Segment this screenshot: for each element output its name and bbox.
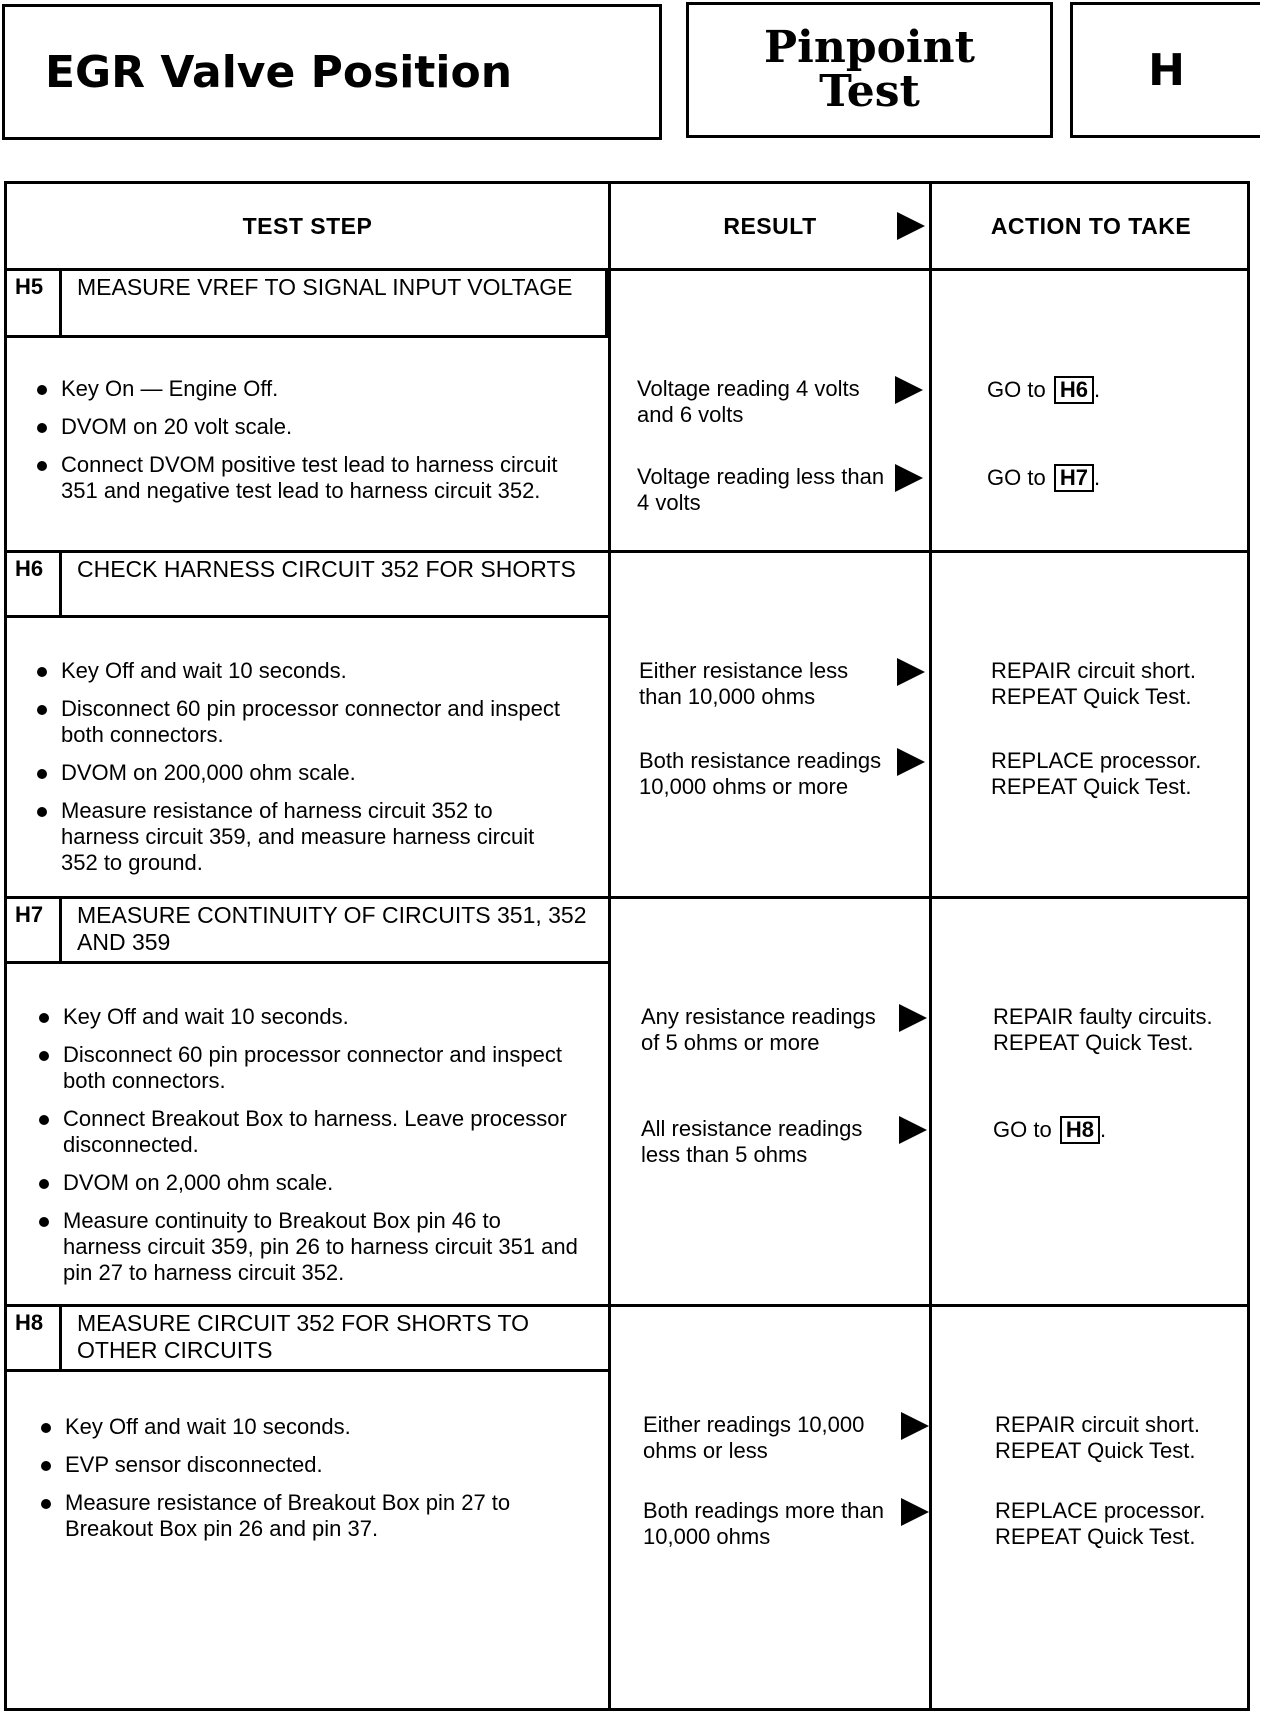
result-text: Either readings 10,000 ohms or less — [643, 1412, 865, 1463]
action-label: GO to — [987, 465, 1046, 490]
action-line: REPAIR faulty circuits. — [993, 1004, 1213, 1029]
step-instructions-h6 — [35, 658, 575, 888]
list-item: Disconnect 60 pin processor connector and inspect both connectors. — [37, 1042, 582, 1094]
action-line: REPLACE processor. — [991, 748, 1202, 773]
step-header-h6 — [7, 550, 611, 618]
step-id: H5 — [7, 268, 62, 335]
result-text: Either resistance less than 10,000 ohms — [639, 658, 849, 709]
action-line: REPEAT Quick Test. — [995, 1438, 1196, 1463]
arrow-icon — [901, 1498, 929, 1526]
list-item: Key Off and wait 10 seconds. — [35, 658, 575, 684]
list-item: Key On — Engine Off. — [35, 376, 575, 402]
action-line: REPEAT Quick Test. — [991, 774, 1192, 799]
column-header-result: RESULT — [723, 212, 817, 239]
action-suffix: . — [1093, 465, 1101, 490]
action-text — [993, 1004, 1213, 1056]
result-text: Both resistance readings 10,000 ohms or more — [639, 748, 882, 799]
arrow-icon — [897, 748, 925, 776]
step-title: MEASURE CIRCUIT 352 FOR SHORTS TO OTHER CIRCUITS — [77, 1310, 530, 1363]
list-item: Connect DVOM positive test lead to harness circuit 351 and negative test lead to harness circuit 352. — [35, 452, 575, 504]
action-label: GO to — [987, 377, 1046, 402]
step-instructions-h8 — [39, 1414, 584, 1554]
action-line: REPAIR circuit short. — [991, 658, 1196, 683]
step-header-h5 — [7, 268, 608, 338]
action-line: REPEAT Quick Test. — [995, 1524, 1196, 1549]
action-line: REPEAT Quick Test. — [993, 1030, 1194, 1055]
step-title: MEASURE CONTINUITY OF CIRCUITS 351, 352 AND 359 — [77, 902, 587, 955]
step-header-h7 — [7, 896, 611, 964]
step-id: H6 — [7, 550, 62, 615]
goto-reference: H8 — [1060, 1116, 1100, 1144]
test-letter: H — [1070, 2, 1260, 138]
result-text: Voltage reading less than 4 volts — [637, 464, 885, 515]
arrow-icon — [897, 658, 925, 686]
list-item: Disconnect 60 pin processor connector and inspect both connectors. — [35, 696, 575, 748]
action-text — [993, 1116, 1106, 1144]
action-label: GO to — [993, 1117, 1052, 1142]
column-divider — [929, 184, 932, 1708]
pinpoint-test-table — [4, 181, 1250, 1711]
arrow-icon — [897, 212, 925, 240]
arrow-icon — [895, 464, 923, 492]
step-title: CHECK HARNESS CIRCUIT 352 FOR SHORTS — [77, 556, 576, 582]
action-text — [995, 1412, 1200, 1464]
result-text: Any resistance readings of 5 ohms or more — [641, 1004, 876, 1055]
column-header-test-step: TEST STEP — [242, 212, 373, 239]
action-text — [991, 658, 1196, 710]
action-suffix: . — [1099, 1117, 1107, 1142]
action-line: REPEAT Quick Test. — [991, 684, 1192, 709]
step-title: MEASURE VREF TO SIGNAL INPUT VOLTAGE — [77, 274, 573, 300]
column-header-action: ACTION TO TAKE — [990, 212, 1192, 239]
step-instructions-h5 — [35, 376, 575, 516]
pinpoint-test-label — [686, 2, 1053, 138]
list-item: Key Off and wait 10 seconds. — [39, 1414, 584, 1440]
list-item: Connect Breakout Box to harness. Leave processor disconnected. — [37, 1106, 582, 1158]
list-item: Measure resistance of harness circuit 352 to harness circuit 359, and measure harness circuit 352 to ground. — [35, 798, 575, 876]
action-text — [987, 376, 1100, 404]
arrow-icon — [899, 1116, 927, 1144]
list-item: Measure resistance of Breakout Box pin 27 to Breakout Box pin 26 and pin 37. — [39, 1490, 584, 1542]
arrow-icon — [895, 376, 923, 404]
action-text — [995, 1498, 1205, 1550]
action-line: REPLACE processor. — [995, 1498, 1206, 1523]
result-text: Both readings more than 10,000 ohms — [643, 1498, 884, 1549]
step-id: H7 — [7, 896, 62, 961]
list-item: Key Off and wait 10 seconds. — [37, 1004, 582, 1030]
action-text — [987, 464, 1100, 492]
step-id: H8 — [7, 1304, 62, 1369]
list-item: DVOM on 2,000 ohm scale. — [37, 1170, 582, 1196]
list-item: EVP sensor disconnected. — [39, 1452, 584, 1478]
goto-reference: H6 — [1054, 376, 1094, 404]
goto-reference: H7 — [1054, 464, 1094, 492]
action-text — [991, 748, 1201, 800]
page-title: EGR Valve Position — [2, 4, 662, 140]
list-item: Measure continuity to Breakout Box pin 46 to harness circuit 359, pin 26 to harness circuit 351 and pin 27 to harness circuit 352. — [37, 1208, 582, 1286]
action-line: REPAIR circuit short. — [995, 1412, 1200, 1437]
list-item: DVOM on 200,000 ohm scale. — [35, 760, 575, 786]
step-instructions-h7 — [37, 1004, 582, 1298]
result-text: Voltage reading 4 volts and 6 volts — [637, 376, 860, 427]
action-suffix: . — [1093, 377, 1101, 402]
result-text: All resistance readings less than 5 ohms — [641, 1116, 863, 1167]
pinpoint-line2: Test — [819, 66, 920, 117]
pinpoint-line1: Pinpoint — [764, 22, 975, 73]
arrow-icon — [899, 1004, 927, 1032]
list-item: DVOM on 20 volt scale. — [35, 414, 575, 440]
arrow-icon — [901, 1412, 929, 1440]
step-header-h8 — [7, 1304, 611, 1372]
